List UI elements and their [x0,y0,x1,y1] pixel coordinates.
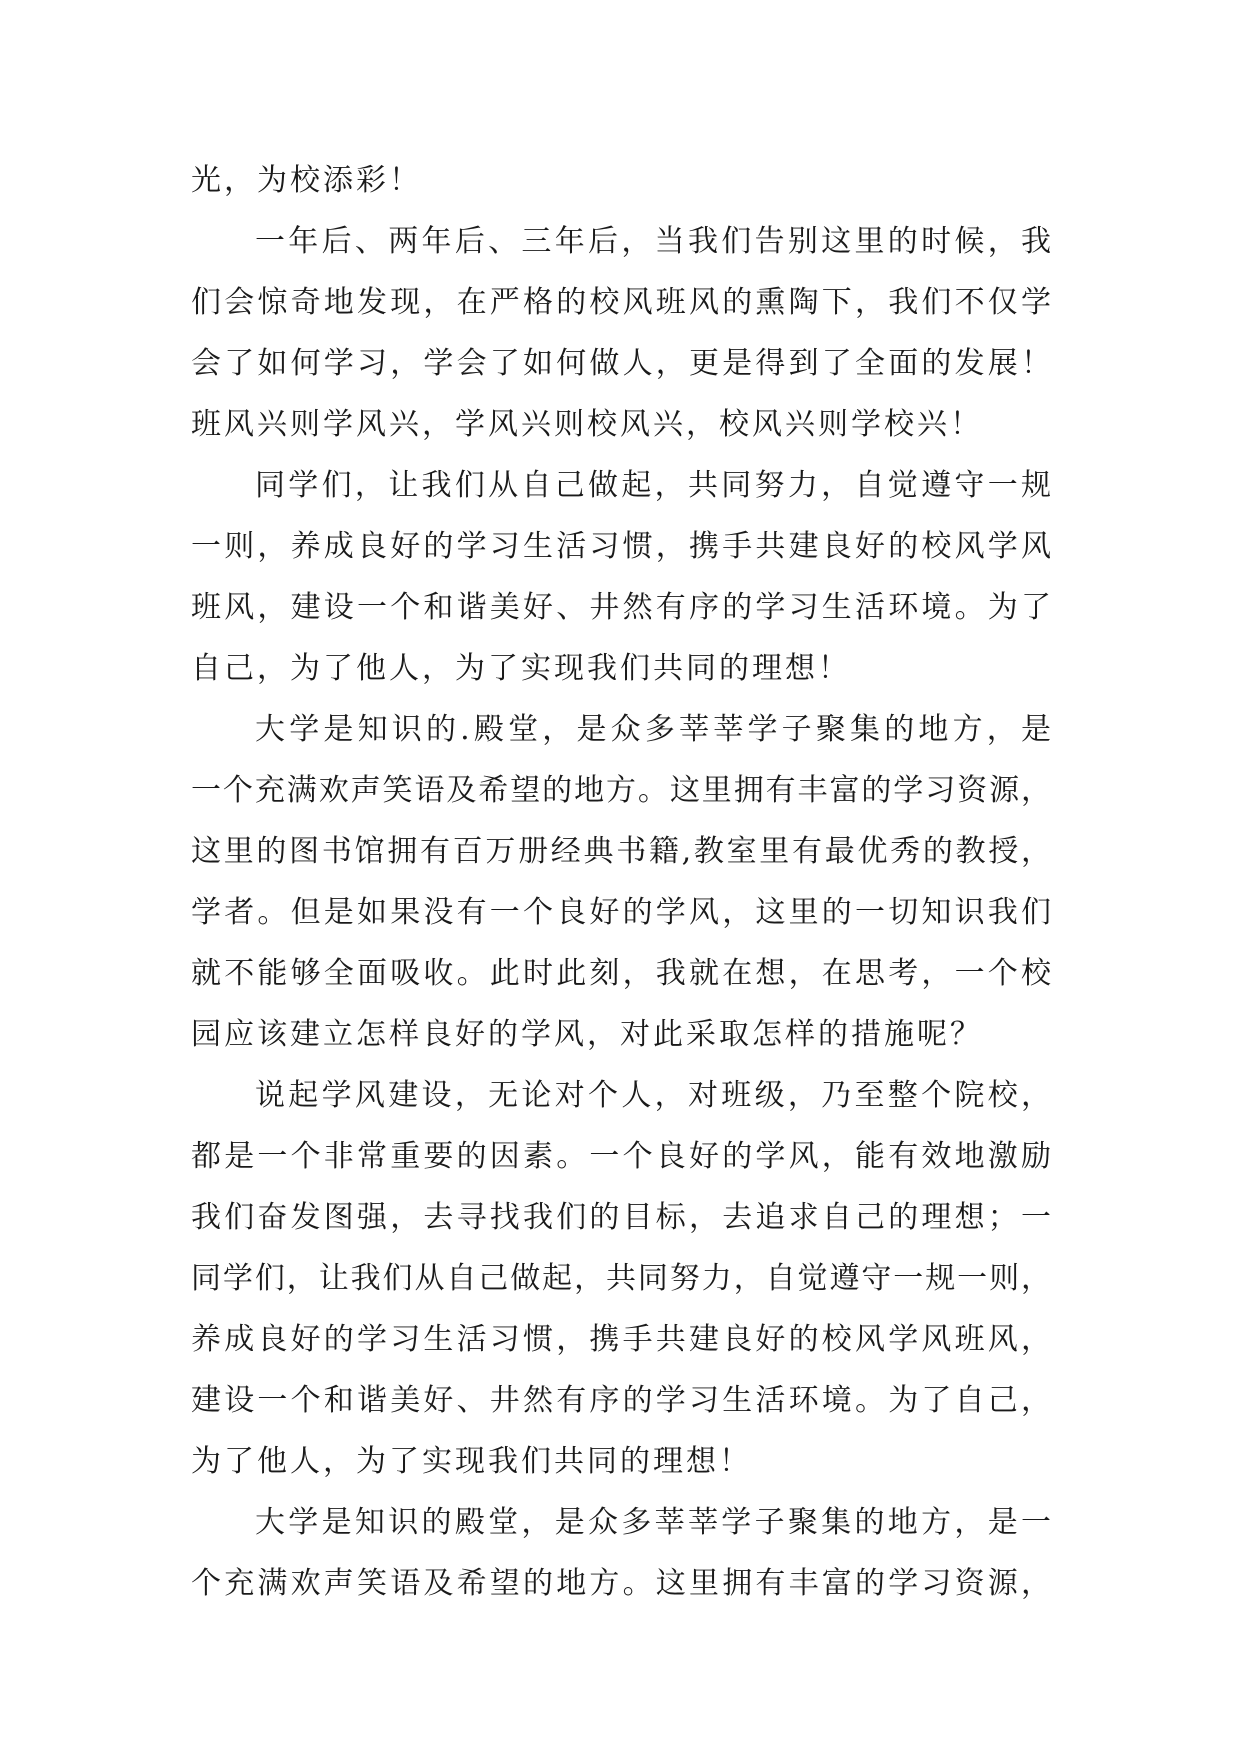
text-line: 们会惊奇地发现，在严格的校风班风的熏陶下，我们不仅学 [191,285,1051,320]
text-line: 一个充满欢声笑语及希望的地方。这里拥有丰富的学习资源， [191,773,1051,808]
text-line: 自己，为了他人，为了实现我们共同的理想！ [191,651,851,686]
text-line: 一则，养成良好的学习生活习惯，携手共建良好的校风学风 [191,529,1051,564]
text-line: 个充满欢声笑语及希望的地方。这里拥有丰富的学习资源， [191,1566,1051,1601]
text-line: 班风，建设一个和谐美好、井然有序的学习生活环境。为了 [191,590,1051,625]
text-line: 这里的图书馆拥有百万册经典书籍,教室里有最优秀的教授， [191,834,1051,869]
paragraph-first-line: 说起学风建设，无论对个人，对班级，乃至整个院校， [255,1078,1051,1113]
text-line: 光，为校添彩！ [191,163,422,198]
text-line: 建设一个和谐美好、井然有序的学习生活环境。为了自己， [191,1383,1051,1418]
text-line: 就不能够全面吸收。此时此刻，我就在想，在思考，一个校 [191,956,1051,991]
paragraph-first-line: 同学们，让我们从自己做起，共同努力，自觉遵守一规 [255,468,1051,503]
text-line: 同学们，让我们从自己做起，共同努力，自觉遵守一规一则， [191,1261,1051,1296]
text-line: 都是一个非常重要的因素。一个良好的学风，能有效地激励 [191,1139,1051,1174]
text-line: 班风兴则学风兴，学风兴则校风兴，校风兴则学校兴！ [191,407,983,442]
paragraph-first-line: 一年后、两年后、三年后，当我们告别这里的时候，我 [255,224,1051,259]
paragraph-first-line: 大学是知识的殿堂，是众多莘莘学子聚集的地方，是一 [255,1505,1051,1540]
text-line: 为了他人，为了实现我们共同的理想！ [191,1444,752,1479]
text-line: 我们奋发图强，去寻找我们的目标，去追求自己的理想；一 [191,1200,1051,1235]
text-line: 园应该建立怎样良好的学风，对此采取怎样的措施呢？ [191,1017,983,1052]
text-line: 养成良好的学习生活习惯，携手共建良好的校风学风班风， [191,1322,1051,1357]
paragraph-first-line: 大学是知识的.殿堂，是众多莘莘学子聚集的地方，是 [255,712,1051,747]
text-line: 学者。但是如果没有一个良好的学风，这里的一切知识我们 [191,895,1051,930]
text-line: 会了如何学习，学会了如何做人，更是得到了全面的发展！ [191,346,1051,381]
body-text [191,150,1051,1614]
